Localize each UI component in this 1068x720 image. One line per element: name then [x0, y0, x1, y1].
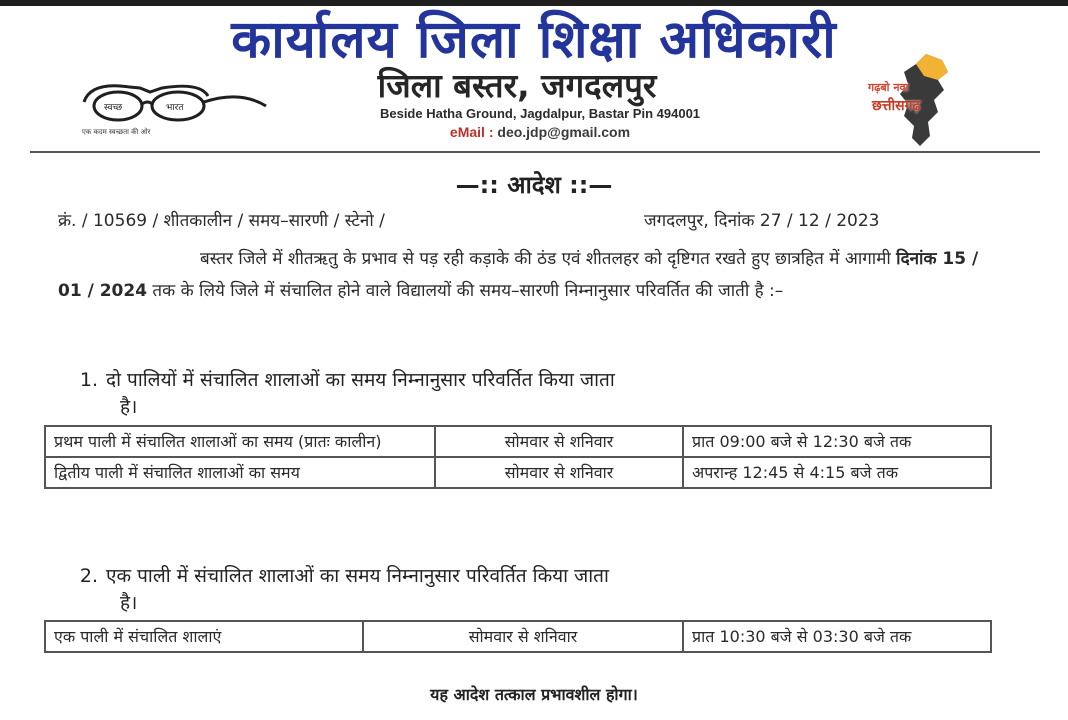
section-1-heading	[58, 367, 988, 421]
office-email-line	[330, 124, 750, 140]
cg-slogan-top: गढ़बो नवा	[868, 81, 909, 94]
section-1-text: दो पालियों में संचालित शालाओं का समय निम्नानुसार परिवर्तित किया जाता	[106, 369, 615, 391]
order-reference: क्रं. / 10569 / शीतकालीन / समय–सारणी / स्टेनो /	[58, 211, 385, 231]
section-2-text-cont: है।	[120, 592, 138, 614]
row-days: सोमवार से शनिवार	[435, 426, 683, 457]
email-label: eMail :	[449, 124, 498, 140]
paragraph-part-2: तक के लिये जिले में संचालित होने वाले विद्यालयों की समय–सारणी निम्नानुसार परिवर्तित की जाती है :–	[147, 281, 784, 301]
order-date: जगदलपुर, दिनांक 27 / 12 / 2023	[644, 211, 880, 231]
email-address: deo.jdp@gmail.com	[497, 124, 631, 140]
table-row	[45, 426, 991, 457]
row-time: प्रात 10:30 बजे से 03:30 बजे तक	[683, 621, 991, 652]
section-1-number: 1.	[79, 369, 98, 391]
office-title: कार्यालय जिला शिक्षा अधिकारी	[231, 10, 837, 70]
section-1-text-cont: है।	[120, 396, 138, 418]
row-time: अपरान्ह 12:45 से 4:15 बजे तक	[683, 457, 991, 488]
table-row	[45, 621, 991, 652]
paragraph-part-1: बस्तर जिले में शीतऋतु के प्रभाव से पड़ रही कड़ाके की ठंड एवं शीतलहर को दृष्टिगत रखते हुए छात्रहित में आगामी	[200, 249, 897, 269]
section-1-table	[44, 425, 992, 489]
cg-slogan-bottom: छत्तीसगढ़	[872, 98, 921, 114]
office-subtitle: जिला बस्तर, जगदलपुर	[377, 66, 657, 105]
row-label: द्वितीय पाली में संचालित शालाओं का समय	[45, 457, 435, 488]
row-days: सोमवार से शनिवार	[435, 457, 683, 488]
section-2-heading	[58, 563, 988, 617]
order-footer: यह आदेश तत्काल प्रभावशील होगा।	[430, 685, 638, 704]
logo-word-bharat: भारत	[166, 103, 184, 113]
section-2-number: 2.	[79, 565, 98, 587]
office-address: Beside Hatha Ground, Jagdalpur, Bastar Pin 494001	[379, 106, 701, 121]
order-heading: —:: आदेश ::—	[455, 171, 613, 199]
row-label: एक पाली में संचालित शालाएं	[45, 621, 363, 652]
row-label: प्रथम पाली में संचालित शालाओं का समय (प्रातः कालीन)	[45, 426, 435, 457]
logo-word-swachh: स्वच्छ	[104, 103, 123, 113]
top-bar	[0, 0, 1068, 6]
logo-caption: एक कदम स्वच्छता की ओर	[82, 128, 151, 136]
order-paragraph	[58, 243, 986, 307]
section-2-table	[44, 620, 992, 653]
row-days: सोमवार से शनिवार	[363, 621, 683, 652]
paragraph-date-bold: दिनांक 15 / 01 / 2024	[58, 249, 979, 301]
table-row	[45, 457, 991, 488]
header-divider	[30, 151, 1040, 153]
section-2-text: एक पाली में संचालित शालाओं का समय निम्नानुसार परिवर्तित किया जाता	[106, 565, 609, 587]
row-time: प्रात 09:00 बजे से 12:30 बजे तक	[683, 426, 991, 457]
